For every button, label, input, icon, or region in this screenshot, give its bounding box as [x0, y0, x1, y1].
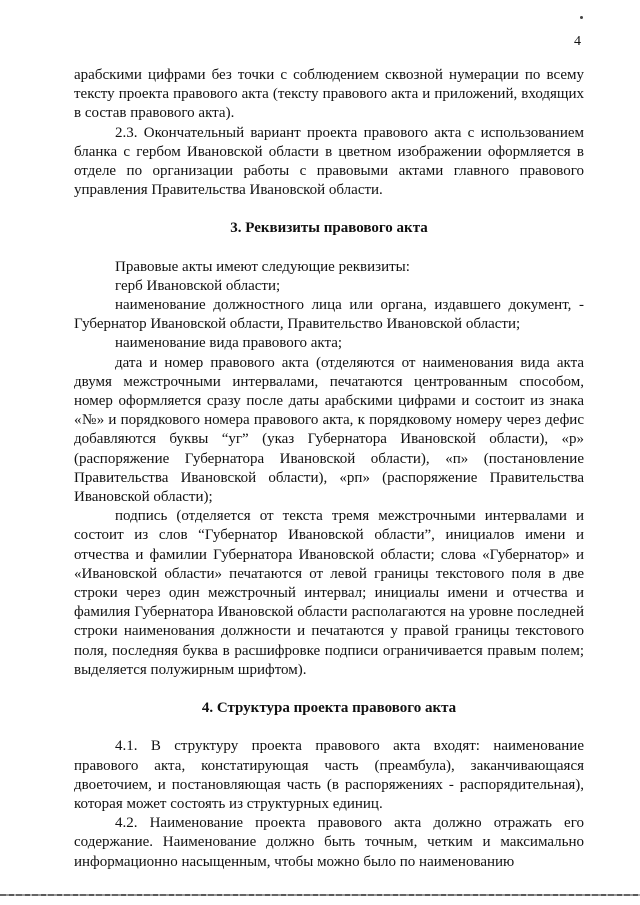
paragraph-gerb: герб Ивановской области;: [115, 277, 281, 294]
page-number: 4: [574, 34, 581, 49]
section-heading-3: 3. Реквизиты правового акта: [230, 220, 428, 237]
paragraph-official-name: наименование должностного лица или органа, издавшего документ, - Губернатор Ивановской области, Правительство Ивановской области;: [74, 297, 584, 333]
section-heading-4: 4. Структура проекта правового акта: [201, 700, 457, 717]
paragraph-4-1: 4.1. В структуру проекта правового акта входят: наименование правового акта, констатирующая часть (преамбула), заканчивающаяся двоеточием, и постановляющая часть (в распоряжениях - распорядительная), которая может состоять из структурных единиц.: [74, 738, 584, 812]
paragraph-requisites-intro: Правовые акты имеют следующие реквизиты:: [115, 258, 410, 275]
scan-dot: [580, 16, 583, 19]
paragraph-2-3: 2.3. Окончательный вариант проекта правового акта с использованием бланка с гербом Ивановской области в цветном изображении оформляется в отделе по организации работы с правовыми актами главного правового управления Правительства Ивановской области.: [74, 124, 584, 199]
scan-edge-line: [0, 894, 640, 896]
paragraph-signature: подпись (отделяется от текста тремя межстрочными интервалами и состоит из слов “Губернатор Ивановской области”, инициалов имени и отчества и фамилии Губернатора Ивановской области; слова «Губернатор» и «Ивановской области» печатаются от левой границы текстового поля в две строки через один межстрочный интервал; инициалы имени и отчества и фамилия Губернатора Ивановской области располагаются на уровне последней строки наименования должности и печатаются у правой границы текстового поля, последняя буква в расшифровке подписи ограничивается правым полем; выделяется полужирным шрифтом).: [74, 508, 584, 678]
paragraph-date-number: дата и номер правового акта (отделяются от наименования вида акта двумя межстрочными интервалами, печатаются центрованным способом, номер оформляется сразу после даты арабскими цифрами и состоит из знака «№» и порядкового номера правового акта, к порядковому номеру через дефис добавляются буквы “уг” (указ Губернатора Ивановской области), «р» (распоряжение Губернатора Ивановской области), «п» (постановление Правительства Ивановской области), «рп» (распоряжение Правительства Ивановской области);: [74, 354, 584, 506]
paragraph-continuation: арабскими цифрами без точки с соблюдением сквозной нумерации по всему тексту проекта правового акта (тексту правового акта и приложений, входящих в состав правового акта).: [74, 67, 584, 122]
paragraph-act-type-name: наименование вида правового акта;: [115, 335, 343, 352]
paragraph-4-2: 4.2. Наименование проекта правового акта должно отражать его содержание. Наименование должно быть точным, четким и максимально информационно насыщенным, чтобы можно было по наименованию: [74, 815, 584, 870]
document-body: [74, 66, 584, 872]
